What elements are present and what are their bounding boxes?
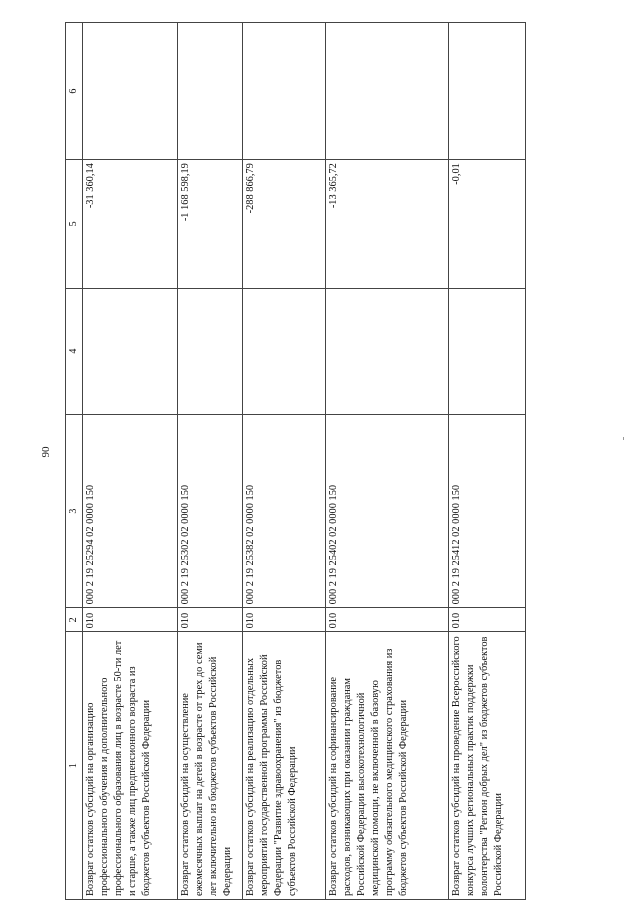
row-amount: -13 365,72 [326,160,449,288]
row-col6 [83,23,178,160]
row-col6 [326,23,449,160]
row-col4 [326,288,449,414]
row-col4 [243,288,326,414]
row-description: Возврат остатков субсидий на реализацию отдельных мероприятий государственной программы Российской Федерации "Развитие здравоохранения" из бюджетов субъектов Российской Федерации [243,632,326,900]
row-description: Возврат остатков субсидий на осуществление ежемесячных выплат на детей в возрасте от трех до семи лет включительно из бюджетов субъектов Российской Федерации [178,632,243,900]
row-amount: -0,01 [449,160,526,288]
row-admin-code: 010 [83,608,178,632]
row-description: Возврат остатков субсидий на организацию профессионального обучения и дополнительного профессионального образования лиц в возрасте 50-ти лет и старше, а также лиц предпенсионного возраста из бюджетов субъектов Российской Федерации [83,632,178,900]
row-amount: -288 866,79 [243,160,326,288]
page-number: 90 [40,446,52,458]
header-row [66,23,83,900]
budget-table [65,22,526,900]
row-col4 [83,288,178,414]
row-admin-code: 010 [243,608,326,632]
row-amount: -31 360,14 [83,160,178,288]
row-description: Возврат остатков субсидий на проведение Всероссийского конкурса лучших региональных практик поддержки волонтерства "Регион добрых дел" из бюджетов субъектов Российской Федерации [449,632,526,900]
row-budget-code: 000 2 19 25412 02 0000 150 [449,414,526,608]
row-description: Возврат остатков субсидий на софинансирование расходов, возникающих при оказании гражданам Российской Федерации высокотехнологичной медицинской помощи, не включенной в базовую программу обязательного медицинского страхования из бюджетов субъектов Российской Федерации [326,632,449,900]
row-col6 [243,23,326,160]
row-col4 [449,288,526,414]
row-admin-code: 010 [326,608,449,632]
header-cell-4: 4 [66,288,83,414]
header-cell-5: 5 [66,160,83,288]
row-col4 [178,288,243,414]
row-col6 [449,23,526,160]
row-admin-code: 010 [178,608,243,632]
table-row [449,23,526,900]
rotated-table-container [65,22,612,900]
header-cell-3: 3 [66,414,83,608]
row-budget-code: 000 2 19 25294 02 0000 150 [83,414,178,608]
table-row [243,23,326,900]
table-row [83,23,178,900]
scan-artifact [623,437,624,440]
header-cell-6: 6 [66,23,83,160]
table-row [326,23,449,900]
row-budget-code: 000 2 19 25302 02 0000 150 [178,414,243,608]
row-amount: -1 168 598,19 [178,160,243,288]
table-row [178,23,243,900]
row-budget-code: 000 2 19 25382 02 0000 150 [243,414,326,608]
header-cell-1: 1 [66,632,83,900]
row-budget-code: 000 2 19 25402 02 0000 150 [326,414,449,608]
row-admin-code: 010 [449,608,526,632]
row-col6 [178,23,243,160]
header-cell-2: 2 [66,608,83,632]
